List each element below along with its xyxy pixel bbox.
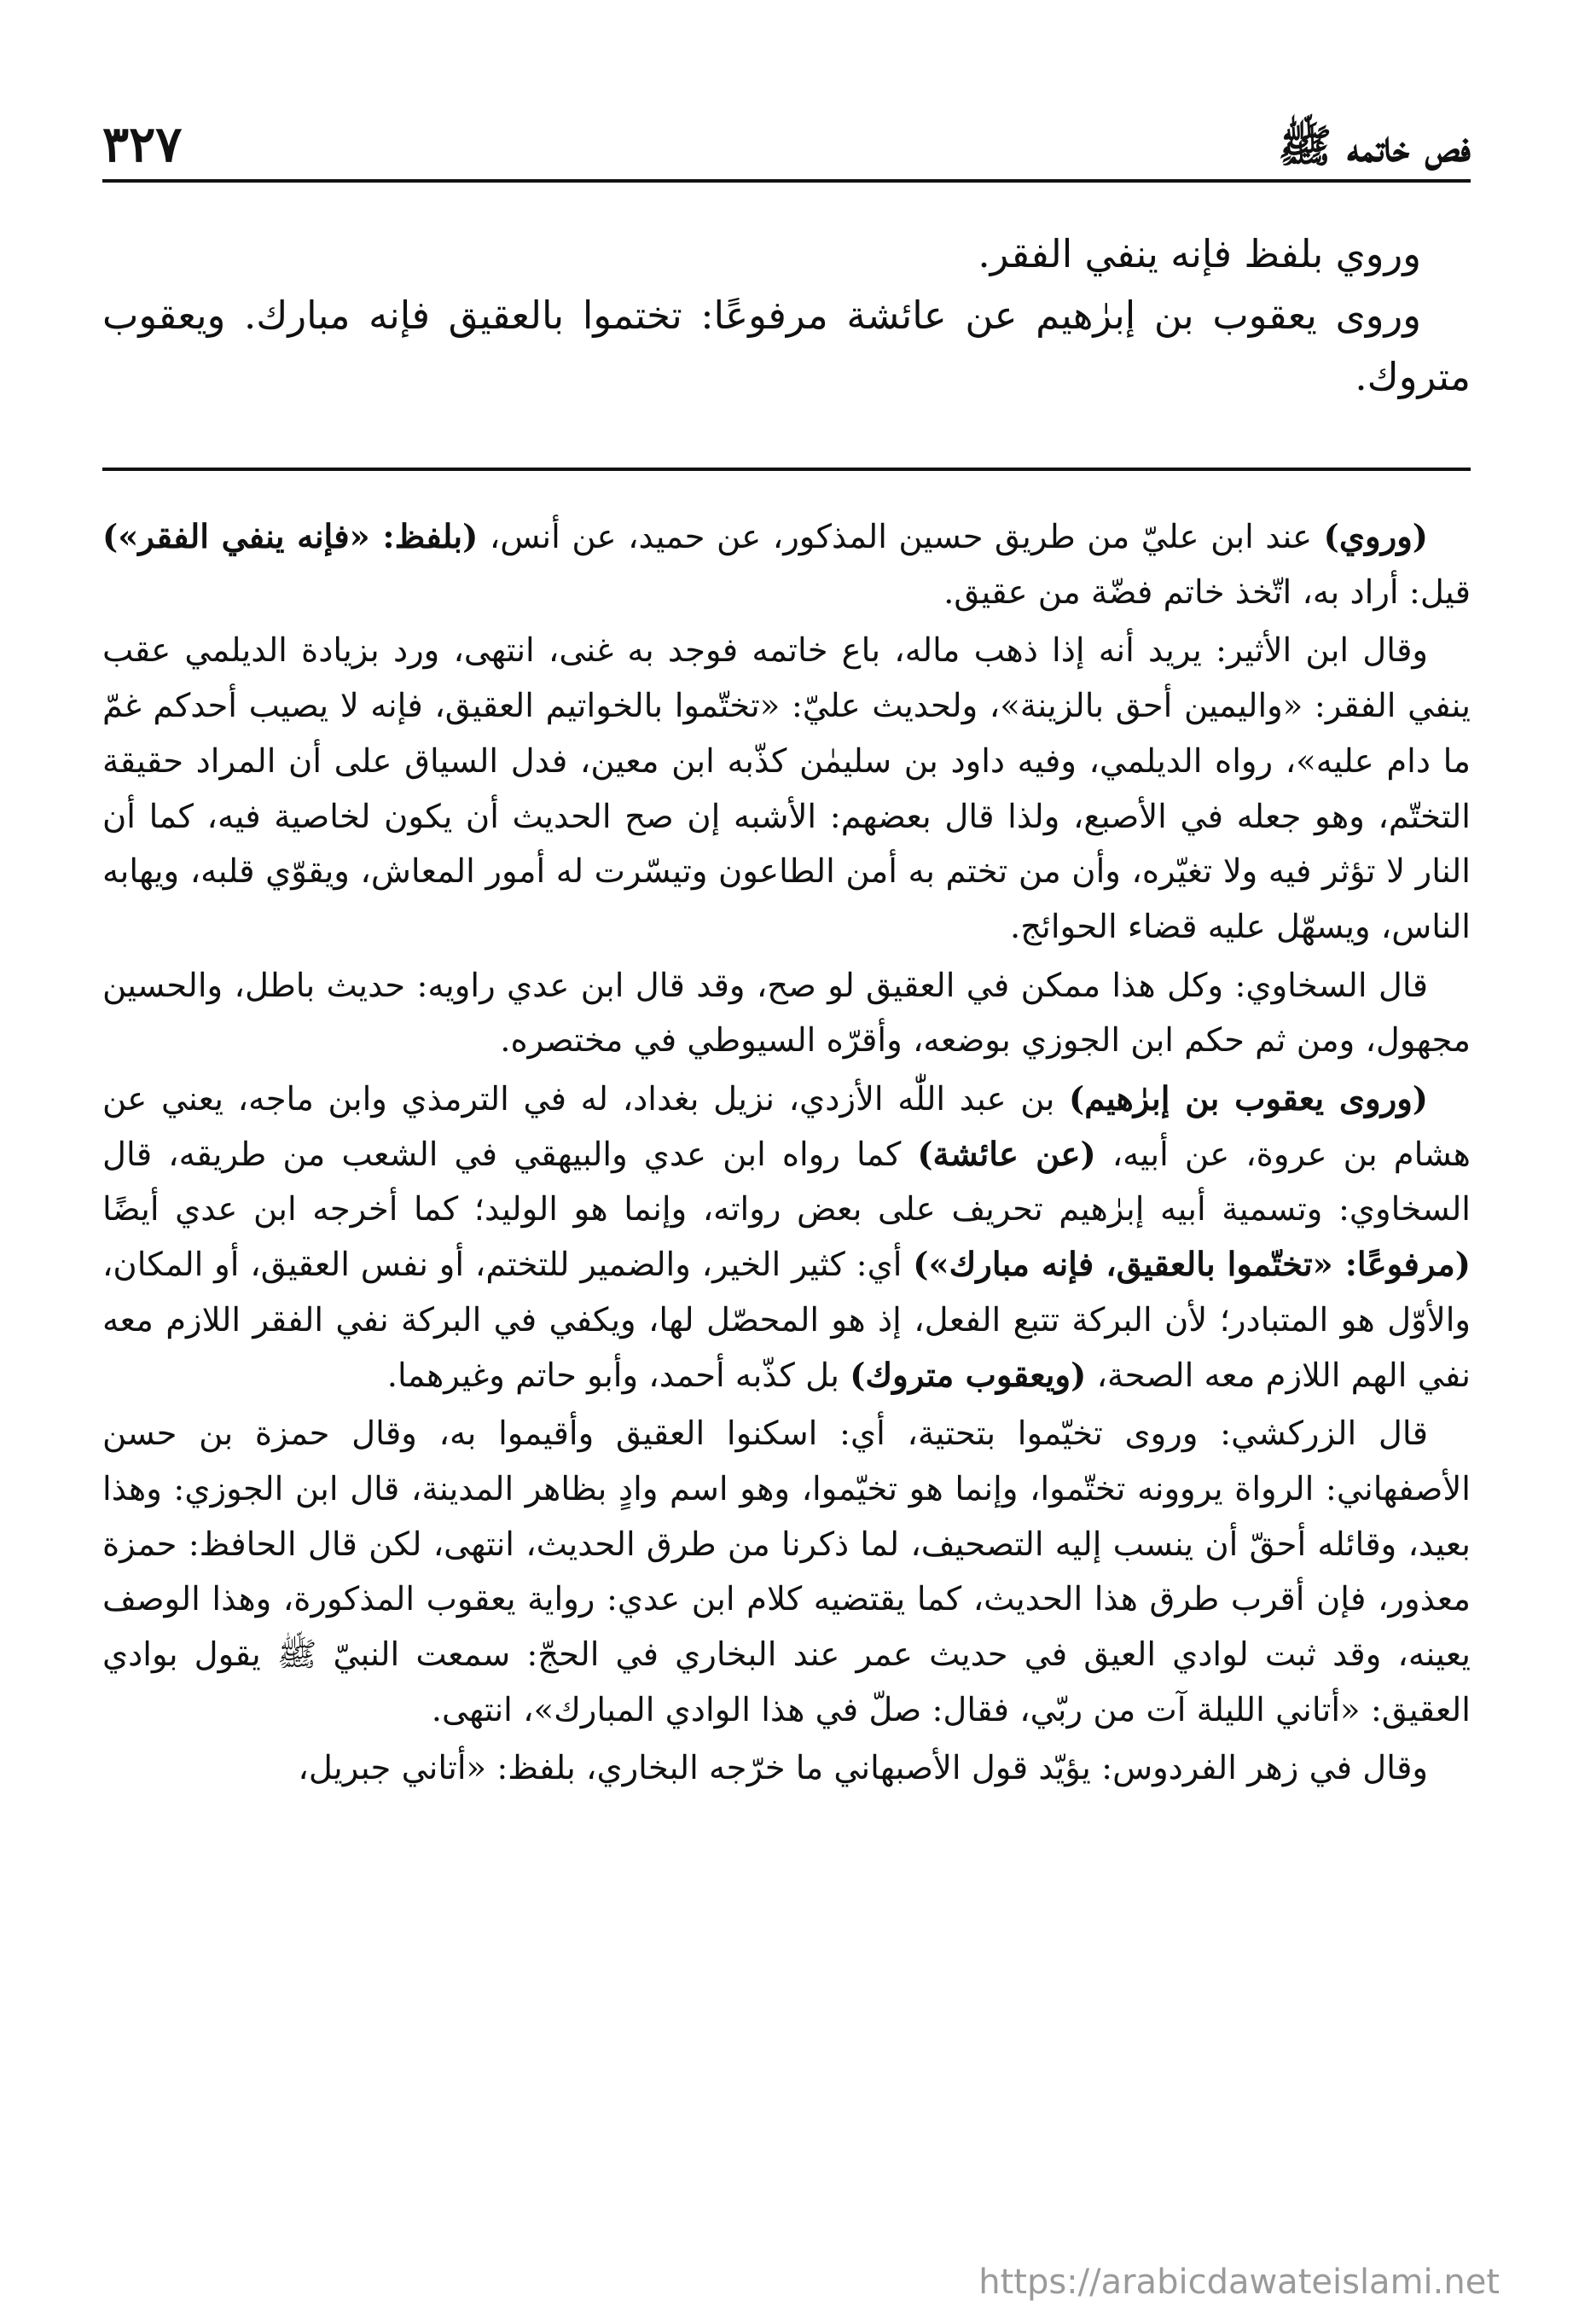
- commentary-text: قيل: أراد به، اتّخذ خاتم فضّة من عقيق.: [943, 572, 1471, 612]
- header-rule: [102, 179, 1471, 183]
- page-number: ٣٢٧: [102, 115, 183, 173]
- commentary-text: بل كذّبه أحمد، وأبو حاتم وغيرهما.: [386, 1356, 850, 1395]
- section-divider: [102, 468, 1471, 471]
- main-text: [102, 224, 1471, 408]
- commentary-paragraph: [102, 510, 1471, 620]
- watermark-url: https://arabicdawateislami.net: [978, 2263, 1500, 2302]
- page-header: [102, 92, 1471, 173]
- commentary-text: كما رواه ابن عدي والبيهقي في الشعب من طريقه، قال السخاوي: وتسمية أبيه إبرٰهيم تحريف على بعض رواته، وإنما هو الوليد؛ كما أخرجه ابن عدي أيضًا: [102, 1135, 1471, 1229]
- commentary-paragraph: وقال في زهر الفردوس: يؤيّد قول الأصبهاني ما خرّجه البخاري، بلفظ: «أتاني جبريل،: [298, 1749, 1428, 1788]
- commentary-text: أي: كثير الخير، والضمير للتختم، أو نفس العقيق، أو المكان، والأوّل هو المتبادر؛ لأن البركة تتبع الفعل، إذ هو المحصّل لها، ويكفي في البركة نفي الفقر اللازم معه نفي الهم اللازم معه الصحة،: [102, 1246, 1471, 1395]
- commentary-paragraph: قال الزركشي: وروى تخيّموا بتحتية، أي: اسكنوا العقيق وأقيموا به، وقال حمزة بن حسن الأصفهاني: الرواة يروونه تختّموا، وإنما هو تخيّموا، وهو اسم وادٍ بظاهر المدينة، قال ابن الجوزي: وهذا بعيد، وقائله أحقّ أن ينسب إليه التصحيف، لما ذكرنا من طرق الحديث، انتهى، لكن قال الحافظ: حمزة معذور، فإن أقرب طرق هذا الحديث، كما يقتضيه كلام ابن عدي: رواية يعقوب المذكورة، وهذا الوصف يعينه، وقد ثبت لوادي العيق في حديث عمر عند البخاري في الحجّ: سمعت النبيّ ﷺ يقول بوادي العقيق: «أتاني الليلة آت من ربّي، فقال: صلّ في هذا الوادي المبارك»، انتهى.: [102, 1415, 1471, 1729]
- commentary-paragraph: [102, 1072, 1471, 1403]
- quoted-text: (وروي): [1323, 518, 1428, 556]
- quoted-text: (عن عائشة): [917, 1135, 1096, 1174]
- commentary: [102, 510, 1471, 1800]
- quoted-text: (بلفظ: «فإنه ينفي الفقر»): [102, 518, 479, 556]
- main-text-paragraph: وروي بلفظ فإنه ينفي الفقر.: [978, 231, 1421, 276]
- commentary-text: عند ابن عليّ من طريق حسين المذكور، عن حميد، عن أنس،: [478, 518, 1324, 556]
- commentary-text: بن عبد اللّٰه الأزدي، نزيل بغداد، له في الترمذي وابن ماجه، يعني عن هشام بن عروة، عن أبيه،: [102, 1080, 1471, 1174]
- quoted-text: (ويعقوب متروك): [850, 1356, 1087, 1395]
- commentary-paragraph: قال السخاوي: وكل هذا ممكن في العقيق لو صح، وقد قال ابن عدي راويه: حديث باطل، والحسين مجهول، ومن ثم حكم ابن الجوزي بوضعه، وأقرّه السيوطي في مختصره.: [102, 966, 1471, 1060]
- quoted-text: (مرفوعًا: «تختّموا بالعقيق، فإنه مبارك»): [913, 1246, 1471, 1285]
- quoted-text: (وروى يعقوب بن إبرٰهيم): [1069, 1080, 1429, 1119]
- main-text-paragraph: وروى يعقوب بن إبرٰهيم عن عائشة مرفوعًا: تختموا بالعقيق فإنه مبارك. ويعقوب متروك.: [102, 293, 1471, 399]
- commentary-paragraph: وقال ابن الأثير: يريد أنه إذا ذهب ماله، باع خاتمه فوجد به غنى، انتهى، ورد بزيادة الديلمي عقب ينفي الفقر: «واليمين أحق بالزينة»، ولحديث عليّ: «تختّموا بالخواتيم العقيق، فإنه لا يصيب أحدكم غمّ ما دام عليه»، رواه الديلمي، وفيه داود بن سليمٰن كذّبه ابن معين، فدل السياق على أن المراد حقيقة التختّم، وهو جعله في الأصبع، ولذا قال بعضهم: الأشبه إن صح الحديث أن يكون لخاصية فيه، كما أن النار لا تؤثر فيه ولا تغيّره، وأن من تختم به أمن الطاعون وتيسّرت له أمور المعاش، ويقوّي قلبه، ويهابه الناس، ويسهّل عليه قضاء الحوائج.: [102, 631, 1471, 946]
- running-title: فص خاتمه ﷺ: [1278, 120, 1471, 172]
